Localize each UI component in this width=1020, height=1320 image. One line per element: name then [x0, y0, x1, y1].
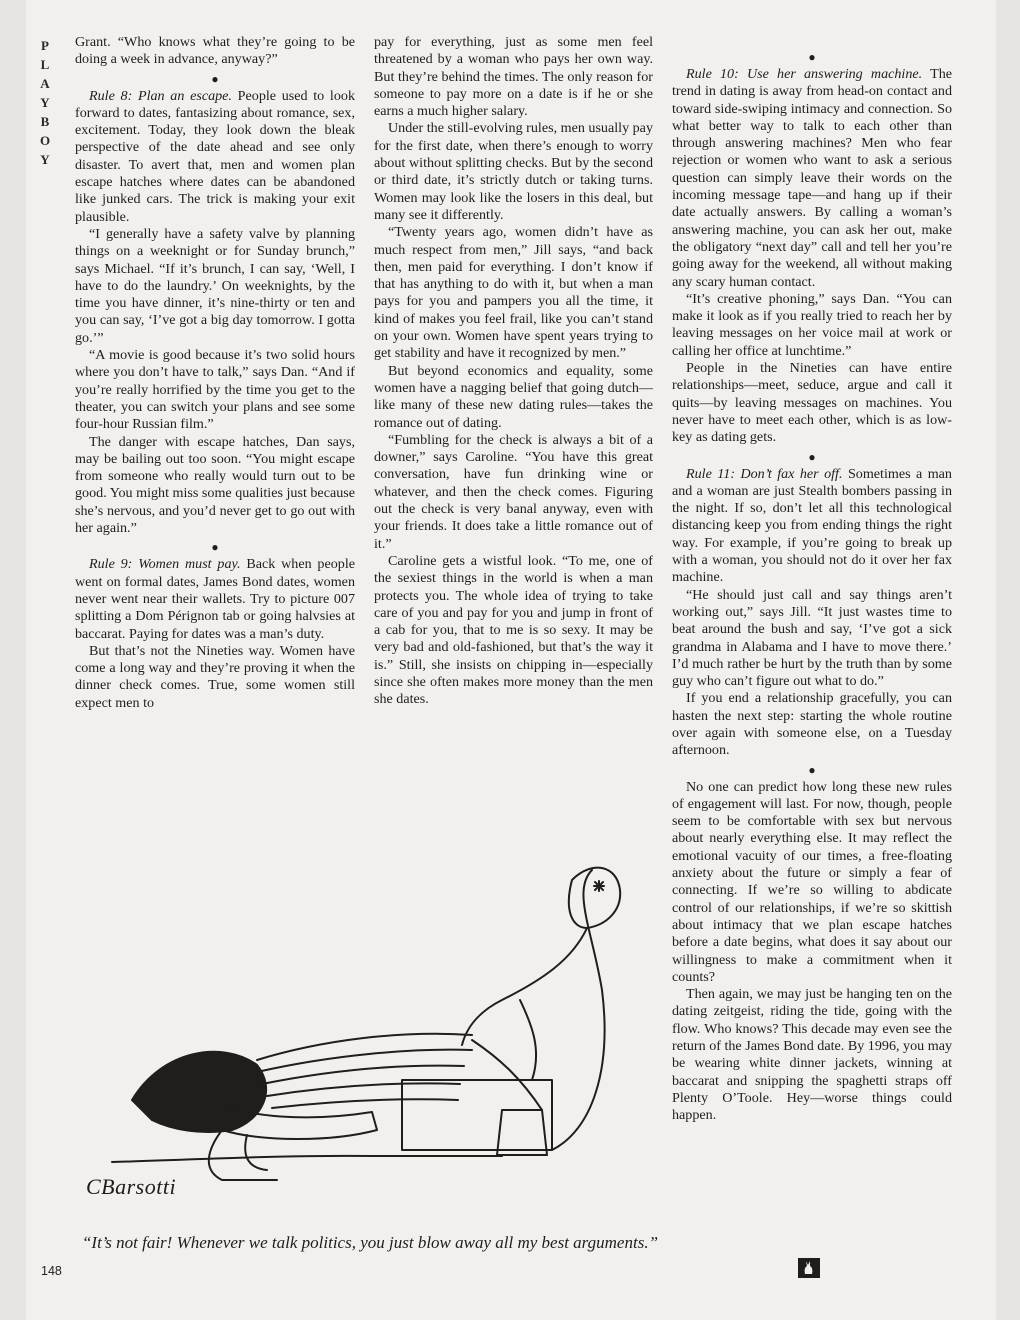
- foot-stool: [497, 1110, 547, 1155]
- eye-mark: [594, 881, 604, 891]
- paragraph: pay for everything, just as some men feel threatened by a woman who pays her own way. But they’re behind the times. The only reason for someone to pay more on a date is if he or she earns a much higher salary.: [374, 34, 653, 120]
- paragraph: “Twenty years ago, women didn’t have as much respect from men,” Jill says, “and back then, men paid for everything. I don’t know if that has anything to do with it, but when a man pays for you and pampers you all the time, it kind of makes you feel frail, like you can’t stand on your own. Women have spent years trying to get stability and have it recognized by men.”: [374, 224, 653, 362]
- masthead-letter: Y: [40, 95, 50, 110]
- paragraph: “It’s creative phoning,” says Dan. “You can make it look as if you really tried to reach her by leaving messages on her voice mail at work or calling her office at lunchtime.”: [672, 290, 952, 359]
- cartoon-illustration: [72, 850, 667, 1210]
- paragraph: “A movie is good because it’s two solid hours where you don’t have to talk,” says Dan. “And if you’re really horrified by the time you get to the theater, you can switch your plans and see some four-hour Russian film.”: [75, 347, 355, 433]
- artist-signature: CBarsotti: [86, 1174, 177, 1199]
- rule-heading: Rule 8: Plan an escape.: [89, 87, 232, 104]
- article-column-2: [374, 34, 653, 709]
- paragraph: But that’s not the Nineties way. Women have come a long way and they’re proving it when the dinner check comes. True, some women still expect men to: [75, 642, 355, 711]
- rule-text: Back when people went on formal dates, James Bond dates, women never went near their wallets. Try to picture 007 splitting a Dom Pérignon tab or going halvsies at baccarat. Paying for dates was a man’s duty.: [75, 556, 356, 642]
- paragraph: No one can predict how long these new rules of engagement will last. For now, though, people seem to be comfortable with sex but nervous about nearly everything else. It may reflect the emotional vacuity of our times, a free-floating anxiety about the future or simply a fear of connecting. If we’re so willing to abdicate control of our relationships, if we’re so skittish about intimacy that we plan escape hatches before a date begins, what does it say about our willingness to make a commitment when it counts?: [672, 778, 952, 985]
- rule-heading: Rule 9: Women must pay.: [89, 556, 241, 573]
- masthead-letter: Y: [40, 152, 50, 167]
- paragraph: If you end a relationship gracefully, you can hasten the next step: starting the whole routine over again with someone else, on a Tuesday afternoon.: [672, 690, 952, 759]
- wind-line: [272, 1099, 458, 1108]
- floor-line: [112, 1156, 502, 1162]
- section-bullet: ●: [211, 540, 219, 555]
- page-number: 148: [41, 1264, 62, 1278]
- wind-line: [257, 1034, 472, 1060]
- rule-text: The trend in dating is away from head-on contact and toward side-swiping intimacy and connection. So what better way to talk to each other than through answering machines? Men who fear rejection or women who want to ask a serious question can simply leave their words on the incoming message tape—and hang up if their date actually answers. By calling a woman’s answering machine, you can ask her out, make the obligatory “next day” call and tell her you’re going away for the weekend, all without making any scary human contact.: [672, 66, 952, 290]
- man-leg: [472, 1040, 542, 1110]
- masthead-letter: P: [41, 38, 49, 53]
- cartoon-caption: “It’s not fair! Whenever we talk politics, you just blow away all my best arguments.”: [81, 1233, 659, 1252]
- paragraph: [75, 88, 355, 226]
- rule-heading: Rule 11: Don’t fax her off.: [686, 465, 843, 482]
- paragraph: [672, 466, 952, 587]
- chair-back: [552, 870, 605, 1150]
- rabbit-end-mark-icon: [798, 1258, 820, 1278]
- paragraph: Under the still-evolving rules, men usually pay for the first date, when there’s enough to worry about without splitting checks. But by the second or third date, it’s strictly dutch or taking turns. Women may look like the losers in this deal, but many see it differently.: [374, 120, 653, 223]
- rule-heading: Rule 10: Use her answering machine.: [686, 66, 923, 82]
- paragraph: “Fumbling for the check is always a bit of a downer,” says Caroline. “You have this great conversation, have fun drinking wine or whatever, and then the check comes. Figuring out the check is very banal anyway, even with your friends. It does take a little romance out of it.”: [374, 431, 653, 552]
- wind-line: [262, 1066, 464, 1084]
- paragraph: People in the Nineties can have entire relationships—meet, seduce, argue and call it quits—by leaving messages on machines. You never have to meet each other, which is as low-key as dating gets.: [672, 360, 952, 446]
- paragraph: But beyond economics and equality, some women have a nagging belief that going dutch—like many of these new dating rules—takes the romance out of dating.: [374, 362, 653, 431]
- section-bullet: ●: [211, 71, 219, 86]
- playboy-masthead: [33, 36, 57, 169]
- masthead-letter: B: [40, 114, 50, 129]
- paragraph: Caroline gets a wistful look. “To me, one of the sexiest things in the world is when a man protects you. The whole idea of trying to take care of you and pay for you and jump in front of a cab for you, that to me is so sexy. It may be very bad and old-fashioned, but that’s the way it is.” Still, she insists on chipping in—especially since she often makes more money than the men she dates.: [374, 552, 653, 708]
- masthead-letter: O: [39, 133, 51, 148]
- man-arm: [520, 1000, 536, 1080]
- rule-text: People used to look forward to dates, fantasizing about romance, sex, excitement. Today, they look down the bleak perspective of the date ahead and see only disaster. To avert that, men and women plan escape hatches where dates can be abandoned like junked cars. The trick is making your exit plausible.: [75, 87, 355, 225]
- chair-seat: [402, 1080, 552, 1150]
- masthead-letter: A: [40, 76, 50, 91]
- paragraph: “I generally have a safety valve by planning things on a weeknight or for Sunday brunch,” says Michael. “If it’s brunch, I can say, ‘Well, I have to do the laundry.’ On weeknights, by the time you have dinner, it’s nine-thirty or ten and you can say, ‘I’ve got a big day tomorrow. I gotta go.’”: [75, 225, 355, 346]
- paragraph: [75, 556, 355, 642]
- woman-leg: [245, 1135, 267, 1170]
- paragraph: Then again, we may just be hanging ten on the dating zeitgeist, riding the tide, going with the flow. Who knows? This decade may even see the return of the James Bond date. By 1996, you may be wearing white dinner jackets, winning at baccarat and snipping the spaghetti straps off Plenty O’Toole. Hey—worse things could happen.: [672, 986, 952, 1124]
- article-column-1: [75, 34, 355, 712]
- page-edge-left: [0, 0, 26, 1320]
- paragraph: [672, 66, 952, 291]
- woman-hair: [132, 1052, 266, 1132]
- wind-line: [267, 1083, 460, 1096]
- section-bullet: ●: [808, 762, 816, 777]
- man-head: [569, 868, 620, 928]
- rule-text: Sometimes a man and a woman are just Stealth bombers passing in the night. If so, don’t let all this technological distancing keep you from ending things the right way. For example, if you’re going to break up with a woman, you should not do it over her fax machine.: [672, 465, 952, 586]
- paragraph: The danger with escape hatches, Dan says, may be bailing out too soon. “You might escape from someone who really would turn out to be good. You might miss some qualities just because she’s nervous, and you’d never get to go out with her again.”: [75, 433, 355, 537]
- paragraph: “He should just call and say things aren’t working out,” says Jill. “It just wastes time to beat around the bush and say, ‘I’ve got a sick grandma in Alabama and I have to move there.’ I’d much rather be hurt by the truth than by some guy who can’t figure out what to do.”: [672, 586, 952, 690]
- paragraph: Grant. “Who knows what they’re going to be doing a week in advance, anyway?”: [75, 34, 355, 68]
- article-column-3: [672, 47, 952, 1125]
- man-torso: [462, 928, 587, 1045]
- masthead-letter: L: [40, 57, 50, 72]
- section-bullet: ●: [808, 50, 816, 64]
- page-edge-right: [996, 0, 1020, 1320]
- section-bullet: ●: [808, 449, 816, 464]
